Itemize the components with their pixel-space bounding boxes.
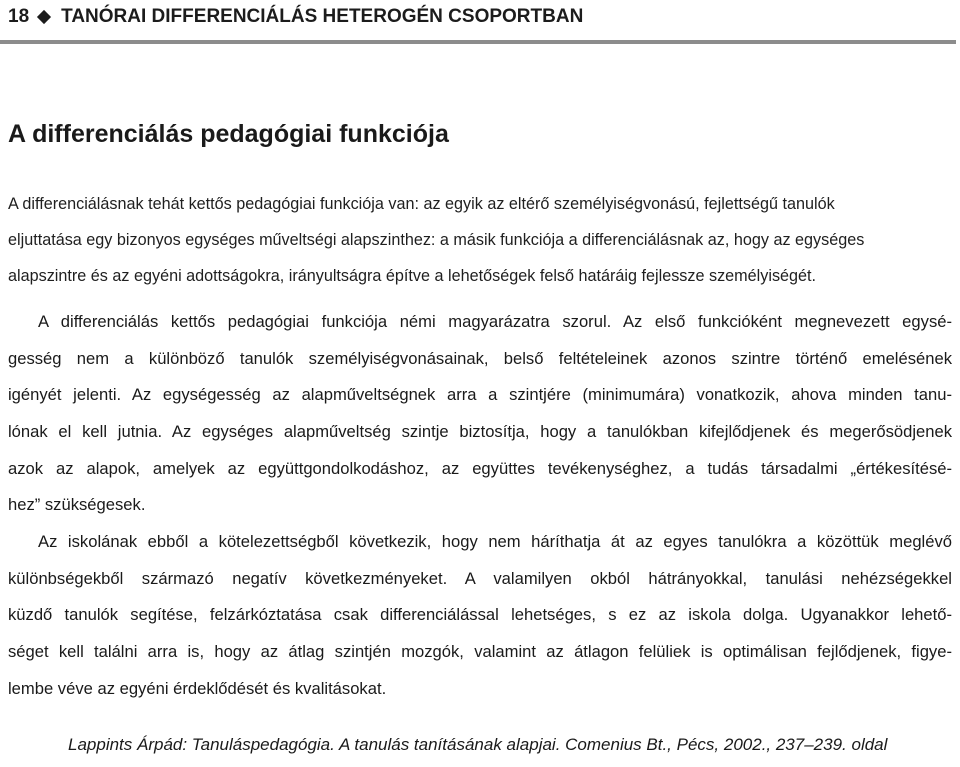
paragraph-line: A differenciálás kettős pedagógiai funkciója némi magyarázatra szorul. Az első funkcióként megnevezett egysé- (38, 312, 952, 331)
page-number: 18 (8, 6, 30, 27)
intro-line: eljuttatása egy bizonyos egységes műveltségi alapszinthez: a másik funkciója a differenciálásnak az, hogy az egységes (8, 231, 865, 249)
paragraph-explanation (8, 304, 952, 524)
paragraph-line: gesség nem a különböző tanulók személyiségvonásainak, belső feltételeinek azonos szintre történő emelésének (8, 348, 952, 368)
running-title: TANÓRAI DIFFERENCIÁLÁS HETEROGÉN CSOPORTBAN (61, 6, 584, 27)
paragraph-line: lembe véve az egyéni érdeklődését és kvalitásokat. (8, 678, 387, 698)
page-header (0, 0, 960, 44)
paragraph-line: azok az alapok, amelyek az együttgondolkodáshoz, az együttes tevékenységhez, a tudás társadalmi „értékesítésé- (8, 458, 952, 478)
header-row (8, 6, 583, 28)
paragraph-line: séget kell találni arra is, hogy az átlag szintjén mozgók, valamint az átlagon felüliek is optimálisan fejlődjenek, figye- (8, 642, 952, 662)
paragraph-line: különbségekből származó negatív következményeket. A valamilyen okból hátrányokkal, tanulási nehézségekkel (8, 568, 952, 588)
paragraph-line: Az iskolának ebből a kötelezettségből következik, hogy nem háríthatja át az egyes tanulókra a közöttük meglévő (38, 532, 952, 551)
intro-paragraph (8, 186, 952, 294)
intro-line: alapszintre és az egyéni adottságokra, irányultságra építve a lehetőségek felső határáig fejlessze személyiségét. (8, 267, 817, 285)
paragraph-line: küzdő tanulók segítése, felzárkóztatása csak differenciálással lehetséges, s ez az iskola dolga. Ugyanakkor lehető- (8, 605, 952, 625)
diamond-icon (37, 10, 51, 24)
section-title: A differenciálás pedagógiai funkciója (8, 120, 449, 148)
intro-line: A differenciálásnak tehát kettős pedagógiai funkciója van: az egyik az eltérő személyiségvonású, fejlettségű tanulók (8, 195, 835, 213)
paragraph-line: hez” szükségesek. (8, 495, 146, 515)
paragraph-line: igényét jelenti. Az egységesség az alapműveltségnek arra a szintjére (minimumára) vonatkozik, ahova minden tanu- (8, 385, 952, 405)
source-citation: Lappints Árpád: Tanuláspedagógia. A tanulás tanításának alapjai. Comenius Bt., Pécs, 2002., 237–239. oldal (68, 735, 888, 754)
header-rule (0, 40, 956, 44)
paragraph-school-duty (8, 524, 952, 707)
paragraph-line: lónak el kell jutnia. Az egységes alapműveltség szintje biztosítja, hogy a tanulókban kifejlődjenek és megerősödjenek (8, 422, 952, 442)
